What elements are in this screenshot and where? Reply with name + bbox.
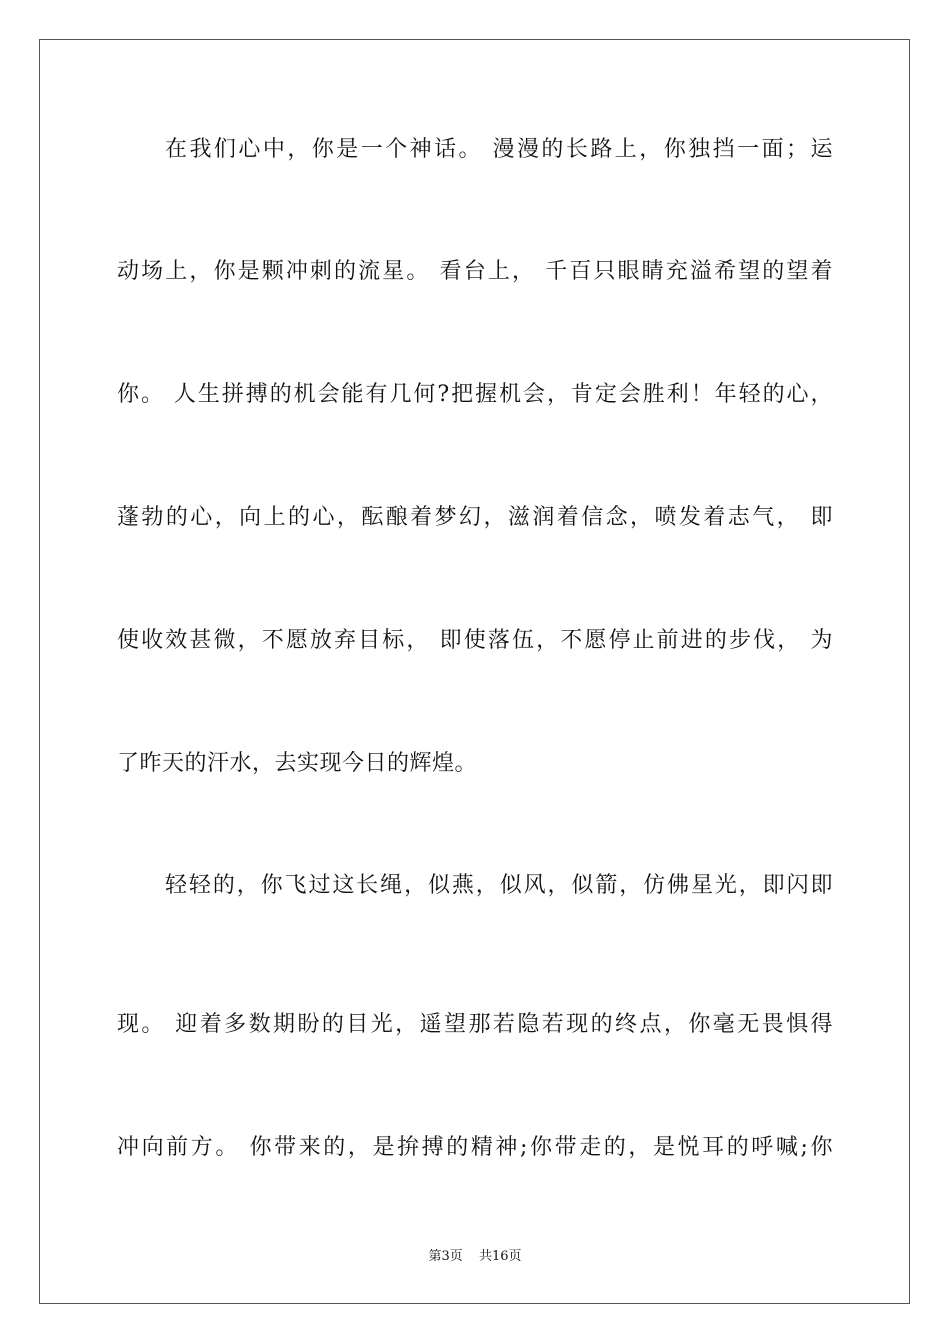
page-number-current: 第3页 [428, 1249, 463, 1264]
page-footer [0, 1248, 950, 1266]
paragraph-1-line-4: 蓬勃的心，向上的心，酝酿着梦幻，滋润着信念，喷发着志气， 即 [117, 505, 833, 530]
page-number-total: 共16页 [478, 1249, 522, 1264]
paragraph-1-line-5: 使收效甚微，不愿放弃目标， 即使落伍，不愿停止前进的步伐， 为 [117, 628, 833, 653]
page-border [39, 39, 910, 1304]
paragraph-1-line-1: 在我们心中，你是一个神话。 漫漫的长路上，你独挡一面；运 [165, 137, 833, 162]
paragraph-2-line-3: 冲向前方。 你带来的，是拚搏的精神;你带走的，是悦耳的呼喊;你 [117, 1135, 833, 1160]
paragraph-2-line-1: 轻轻的，你飞过这长绳，似燕，似风，似箭，仿佛星光，即闪即 [165, 873, 833, 898]
paragraph-2-line-2: 现。 迎着多数期盼的目光，遥望那若隐若现的终点，你毫无畏惧得 [117, 1012, 833, 1037]
paragraph-1-line-3: 你。 人生拼搏的机会能有几何?把握机会，肯定会胜利！年轻的心， [117, 382, 833, 407]
paragraph-1-line-6: 了昨天的汗水，去实现今日的辉煌。 [117, 751, 478, 776]
paragraph-1-line-2: 动场上，你是颗冲刺的流星。 看台上， 千百只眼睛充溢希望的望着 [117, 259, 833, 284]
